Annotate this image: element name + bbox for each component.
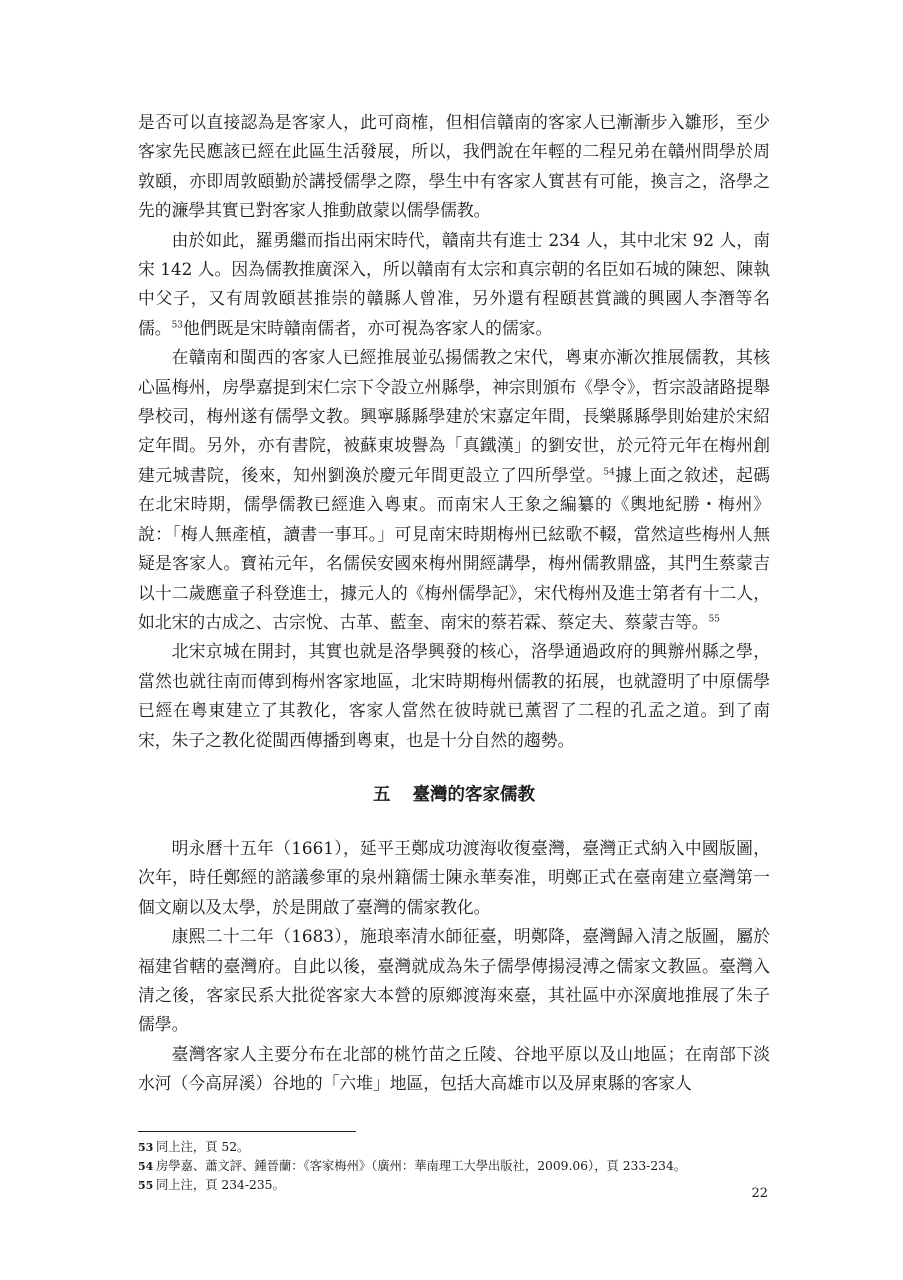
footnote-54 bbox=[138, 1157, 778, 1176]
paragraph bbox=[138, 637, 770, 755]
section-number: 五 bbox=[373, 784, 391, 805]
paragraph bbox=[138, 343, 770, 637]
paragraph-text: 在贛南和閩西的客家人已經推展並弘揚儒教之宋代，粵東亦漸次推展儒教，其核心區梅州，房學嘉提到宋仁宗下令設立州縣學，神宗則頒布《學令》，哲宗設諸路提舉學校司，梅州遂有儒學文教。興寧縣縣學建於宋嘉定年間，長樂縣縣學則始建於宋紹定年間。另外，亦有書院，被蘇東坡譽為「真鐵漢」的劉安世，於元符元年在梅州創建元城書院，後來，知州劉渙於慶元年間更設立了四所學堂。 bbox=[138, 347, 770, 485]
paragraph bbox=[138, 226, 770, 344]
footnote-text: 房學嘉、蕭文評、鍾晉蘭：《客家梅州》（廣州：華南理工大學出版社，2009.06），頁 233-234。 bbox=[156, 1159, 687, 1173]
paragraph bbox=[138, 834, 770, 922]
footnote-number: 53 bbox=[138, 1141, 154, 1154]
footnote-text: 同上注，頁 52。 bbox=[156, 1140, 250, 1154]
paragraph bbox=[138, 108, 770, 226]
paragraph bbox=[138, 1040, 770, 1099]
footnotes bbox=[138, 1138, 778, 1195]
paragraph-text: 北宋京城在開封，其實也就是洛學興發的核心，洛學通過政府的興辦州縣之學，當然也就往南而傳到梅州客家地區，北宋時期梅州儒教的拓展，也就證明了中原儒學已經在粵東建立了其教化，客家人當然在彼時就已薰習了二程的孔孟之道。到了南宋，朱子之教化從閩西傳播到粵東，也是十分自然的趨勢。 bbox=[138, 641, 770, 750]
page-number: 22 bbox=[751, 1186, 768, 1201]
footnote-number: 54 bbox=[138, 1160, 154, 1173]
footnote-ref-55[interactable]: 55 bbox=[708, 614, 721, 625]
footnote-53 bbox=[138, 1138, 778, 1157]
body-text bbox=[138, 108, 770, 1099]
paragraph bbox=[138, 922, 770, 1040]
paragraph-text: 他們既是宋時贛南儒者，亦可視為客家人的儒家。 bbox=[183, 317, 553, 338]
footnote-number: 55 bbox=[138, 1179, 154, 1192]
paragraph-text: 明永曆十五年（1661），延平王鄭成功渡海收復臺灣，臺灣正式納入中國版圖，次年，時任鄭經的諮議參軍的泉州籍儒士陳永華奏准，明鄭正式在臺南建立臺灣第一個文廟以及太學，於是開啟了臺灣的儒家教化。 bbox=[138, 837, 770, 917]
footnote-text: 同上注，頁 234-235。 bbox=[156, 1178, 285, 1192]
section-heading bbox=[138, 781, 770, 810]
paragraph-text: 臺灣客家人主要分布在北部的桃竹苗之丘陵、谷地平原以及山地區；在南部下淡水河（今高屏溪）谷地的「六堆」地區，包括大高雄市以及屏東縣的客家人 bbox=[138, 1043, 770, 1094]
footnote-55 bbox=[138, 1176, 778, 1195]
paragraph-text: 是否可以直接認為是客家人，此可商榷，但相信贛南的客家人已漸漸步入雛形，至少客家先民應該已經在此區生活發展，所以，我們說在年輕的二程兄弟在贛州問學於周敦頤，亦即周敦頤勤於講授儒學之際，學生中有客家人實甚有可能，換言之，洛學之先的濂學其實已對客家人推動啟蒙以儒學儒教。 bbox=[138, 112, 770, 221]
paragraph-text: 據上面之敘述，起碼在北宋時期，儒學儒教已經進入粵東。而南宋人王象之編纂的《輿地紀勝・梅州》說：「梅人無產植，讀書一事耳。」可見南宋時期梅州已絃歌不輟，當然這些梅州人無疑是客家人。寶祐元年，名儒侯安國來梅州開經講學，梅州儒教鼎盛，其門生蔡蒙吉以十二歲應童子科登進士，據元人的《梅州儒學記》，宋代梅州及進士第者有十二人，如北宋的古成之、古宗悅、古革、藍奎、南宋的蔡若霖、蔡定夫、蔡蒙吉等。 bbox=[138, 464, 770, 632]
paragraph-text: 由於如此，羅勇繼而指出兩宋時代，贛南共有進士 234 人，其中北宋 92 人，南宋 142 人。因為儒教推廣深入，所以贛南有太宗和真宗朝的名臣如石城的陳恕、陳執中父子，又有周敦頤甚推崇的贛縣人曾准，另外還有程頤甚賞識的興國人李潛等名儒。 bbox=[138, 229, 770, 338]
section-title: 臺灣的客家儒教 bbox=[412, 784, 535, 805]
footnote-divider bbox=[138, 1131, 356, 1132]
footnote-ref-54[interactable]: 54 bbox=[603, 467, 615, 478]
footnote-ref-53[interactable]: 53 bbox=[171, 320, 184, 331]
paragraph-text: 康熙二十二年（1683），施琅率清水師征臺，明鄭降，臺灣歸入清之版圖，屬於福建省轄的臺灣府。自此以後，臺灣就成為朱子儒學傳揚浸溥之儒家文教區。臺灣入清之後，客家民系大批從客家大本營的原鄉渡海來臺，其社區中亦深廣地推展了朱子儒學。 bbox=[138, 926, 770, 1035]
